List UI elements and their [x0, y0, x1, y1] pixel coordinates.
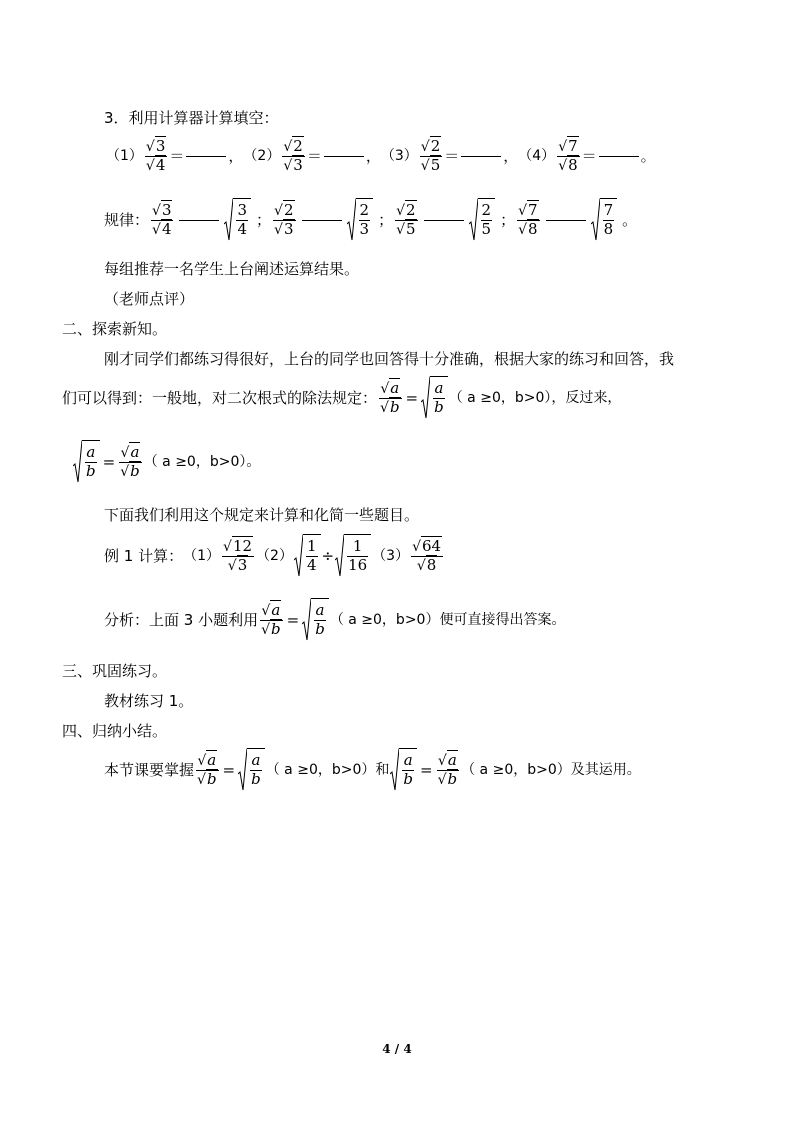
denominator [236, 221, 248, 239]
radicand: 3 [161, 200, 172, 219]
fraction [119, 444, 142, 481]
sqrt-term [120, 461, 141, 480]
equals-sign: ＝ [306, 146, 322, 165]
numerator-value: a [315, 601, 325, 620]
fraction [273, 202, 295, 239]
radicand: 8 [568, 155, 578, 174]
denominator-value: b [434, 398, 444, 416]
denominator [250, 771, 262, 789]
section-2-heading: 二、探索新知。 [62, 320, 168, 338]
denominator [282, 157, 304, 175]
summary-text: 本节课要掌握 [104, 760, 195, 779]
denominator-value: 4 [306, 556, 317, 574]
big-radical [238, 748, 265, 792]
fraction [481, 202, 493, 239]
radicand: 8 [528, 219, 538, 238]
rule-label: 规律： [104, 210, 150, 229]
numerator [411, 538, 443, 556]
radical-sign: √ [274, 202, 283, 219]
big-radical [294, 534, 321, 578]
fraction [359, 202, 371, 239]
radical-sign: √ [152, 202, 161, 219]
radical-sign: √ [223, 538, 232, 555]
paragraph-recommend: 每组推荐一名学生上台阐述运算结果。 [104, 260, 360, 278]
fraction [603, 202, 615, 239]
numerator [420, 138, 442, 156]
numerator [433, 380, 444, 398]
radical-sign: √ [380, 399, 389, 416]
radical-sign: √ [558, 157, 568, 174]
radicand: 5 [430, 155, 441, 174]
question-3-fill-line [106, 138, 656, 175]
numerator-value: a [434, 379, 444, 398]
sqrt-term [518, 219, 538, 238]
radical-sign: √ [283, 157, 293, 174]
rule-intro-text: 们可以得到：一般地，对二次根式的除法规定： [62, 388, 378, 407]
numerator-value: 1 [352, 537, 363, 556]
denominator-value: 4 [237, 220, 248, 238]
numerator-value: a [86, 443, 96, 462]
numerator-value: a [403, 751, 413, 770]
radicand [430, 376, 448, 420]
sqrt-term [412, 536, 442, 555]
example-1 [104, 534, 445, 578]
sqrt-term [437, 769, 459, 788]
radical-sign: √ [380, 380, 390, 397]
fraction [395, 202, 417, 239]
fraction [196, 752, 219, 789]
radical-sign: √ [145, 157, 155, 174]
radical-sign: √ [437, 752, 447, 769]
radical-sign [238, 748, 247, 792]
radicand [82, 440, 100, 484]
denominator [151, 221, 173, 239]
radical-sign [335, 534, 344, 578]
radical-sign: √ [420, 157, 430, 174]
denominator [145, 157, 167, 175]
sqrt-term [283, 155, 303, 174]
radicand [356, 198, 374, 242]
radicand: 3 [293, 155, 303, 174]
sqrt-term [227, 555, 248, 574]
numerator [85, 444, 96, 462]
radical-sign: √ [558, 139, 568, 155]
paragraph-teacher-comment: （老师点评） [104, 290, 195, 308]
sqrt-term [420, 155, 441, 174]
radicand: 12 [232, 536, 253, 555]
summary-text: （ a ≥0，b>0）和 [265, 762, 390, 778]
numerator [236, 202, 248, 220]
fraction [420, 138, 442, 175]
radicand: 64 [422, 536, 442, 555]
fraction [557, 138, 579, 175]
denominator [119, 463, 142, 481]
equals-sign: ＝ [169, 146, 185, 165]
fraction [282, 138, 304, 175]
analysis-text: 分析：上面 3 小题利用 [104, 610, 259, 629]
radical-sign [294, 534, 303, 578]
item-label: （1） [183, 548, 221, 564]
numerator [282, 138, 304, 156]
answer-blank [186, 155, 226, 157]
separator: ， [503, 146, 519, 165]
denominator [517, 221, 539, 239]
big-radical [335, 534, 371, 578]
fraction [433, 380, 445, 417]
sqrt-term [380, 397, 401, 416]
big-radical [421, 376, 448, 420]
numerator [151, 202, 173, 220]
sqrt-term [152, 200, 172, 219]
numerator [120, 444, 142, 462]
fraction [411, 538, 443, 575]
sqrt-term [274, 219, 294, 238]
denominator [395, 221, 417, 239]
separator: 。 [622, 210, 638, 229]
radical-sign [302, 598, 311, 642]
denominator [306, 557, 318, 575]
denominator [347, 557, 368, 575]
denominator [314, 621, 326, 639]
section-2-division-rule [62, 376, 621, 420]
numerator [145, 138, 167, 156]
radicand: 3 [155, 137, 166, 155]
answer-blank [324, 155, 364, 157]
numerator-value: 2 [359, 201, 370, 220]
denominator [416, 557, 438, 575]
denominator [359, 221, 371, 239]
sqrt-term [396, 200, 416, 219]
sqrt-term [261, 600, 281, 619]
numerator-value: 7 [603, 201, 614, 220]
radicand: b [447, 769, 458, 788]
sqrt-term [396, 219, 416, 238]
radical-sign: √ [145, 139, 155, 155]
radical-sign: √ [197, 771, 206, 788]
section-2-reverse-rule [72, 440, 260, 484]
sqrt-term [145, 155, 166, 174]
sqrt-term [274, 200, 294, 219]
sqrt-term [120, 442, 141, 461]
radical-sign: √ [120, 463, 130, 480]
section-3-heading: 三、巩固练习。 [62, 662, 168, 680]
item-label: （2） [256, 548, 293, 564]
radical-sign: √ [261, 602, 271, 619]
big-radical [224, 198, 251, 242]
numerator [273, 202, 295, 220]
separator: ； [378, 210, 394, 229]
radicand: a [207, 750, 217, 769]
radicand: 2 [293, 137, 303, 155]
section-3-line: 教材练习 1。 [104, 692, 194, 710]
numerator [557, 138, 579, 156]
big-radical [73, 440, 100, 484]
separator: ， [365, 146, 381, 165]
sqrt-term [518, 200, 538, 219]
radical-sign: √ [518, 202, 528, 219]
radical-sign: √ [227, 557, 237, 574]
radicand [399, 748, 417, 792]
radical-sign [224, 198, 233, 242]
sqrt-term [146, 139, 166, 155]
denominator-value: 5 [481, 220, 492, 238]
denominator-value: 16 [348, 556, 368, 574]
radical-sign: √ [396, 202, 405, 219]
equals-sign: = [102, 452, 116, 471]
equals-sign: = [405, 388, 419, 407]
big-radical [302, 598, 329, 642]
denominator [273, 221, 295, 239]
radical-sign: √ [420, 139, 430, 155]
radical-sign [73, 440, 82, 484]
question-3-title: 3．利用计算器计算填空： [104, 109, 279, 127]
radicand: 7 [528, 200, 538, 219]
fraction [236, 202, 248, 239]
numerator [315, 602, 326, 620]
fraction [314, 602, 326, 639]
radicand: 3 [283, 219, 294, 238]
radical-sign: √ [261, 621, 271, 638]
fraction [151, 202, 173, 239]
radicand: 2 [406, 200, 416, 219]
denominator [481, 221, 493, 239]
sqrt-term [197, 769, 218, 788]
item-label: （3） [380, 148, 418, 165]
numerator-value: 3 [237, 201, 248, 220]
big-radical [469, 198, 496, 242]
denominator [227, 557, 249, 575]
separator: ， [228, 146, 244, 165]
radicand: 7 [568, 137, 578, 155]
numerator-value: a [251, 751, 261, 770]
item-label: （3） [372, 548, 410, 564]
comparison-blank [546, 219, 586, 221]
radical-sign [591, 198, 600, 242]
condition-text: （ a ≥0，b>0）。 [143, 454, 261, 470]
radicand: a [130, 442, 140, 461]
numerator-value: 2 [481, 201, 492, 220]
sqrt-term [437, 750, 458, 769]
numerator [222, 538, 254, 556]
fraction [306, 538, 318, 575]
radicand: b [389, 397, 400, 416]
sqrt-term [558, 139, 578, 155]
radical-sign: √ [518, 221, 528, 238]
separator: ； [256, 210, 272, 229]
radicand: 4 [155, 155, 166, 174]
equals-sign: ＝ [581, 146, 597, 165]
rule-line [104, 198, 637, 242]
radicand: b [130, 461, 140, 480]
denominator [260, 621, 283, 639]
radicand [233, 198, 251, 242]
equals-sign: = [222, 760, 236, 779]
radicand [303, 534, 321, 578]
numerator [403, 752, 414, 770]
sqrt-term [380, 378, 400, 397]
radicand: 2 [283, 200, 294, 219]
division-sign: ÷ [321, 546, 335, 565]
analysis-text: （ a ≥0，b>0）便可直接得出答案。 [329, 612, 566, 628]
fraction [145, 138, 167, 175]
sqrt-term [197, 750, 217, 769]
radical-sign [421, 376, 430, 420]
sqrt-term [223, 536, 253, 555]
radicand: 4 [161, 219, 172, 238]
numerator [481, 202, 493, 220]
fraction [402, 752, 414, 789]
radicand: a [447, 750, 457, 769]
comparison-blank [179, 219, 219, 221]
radical-sign: √ [437, 771, 447, 788]
equals-sign: = [420, 760, 433, 779]
denominator [603, 221, 615, 239]
radicand: 2 [430, 137, 441, 155]
answer-blank [461, 155, 501, 157]
radicand: 5 [406, 219, 416, 238]
denominator-value: 8 [603, 220, 614, 238]
answer-blank [599, 155, 639, 157]
sqrt-term [261, 619, 282, 638]
section-2-line-1: 刚才同学们都练习得很好，上台的同学也回答得十分准确，根据大家的练习和回答，我 [104, 350, 675, 368]
radical-sign [469, 198, 478, 242]
sqrt-term [558, 155, 578, 174]
denominator [420, 157, 442, 175]
equals-sign: = [286, 610, 300, 629]
summary-text: （ a ≥0，b>0）及其运用。 [461, 762, 641, 778]
denominator [196, 771, 219, 789]
radical-sign: √ [274, 221, 283, 238]
section-4-heading: 四、归纳小结。 [62, 722, 168, 740]
radicand: a [271, 600, 281, 619]
radical-sign [347, 198, 356, 242]
numerator [395, 202, 417, 220]
fraction [347, 538, 368, 575]
radicand [311, 598, 329, 642]
denominator [557, 157, 579, 175]
separator: 。 [640, 146, 656, 165]
radical-sign [390, 748, 399, 792]
fraction [437, 752, 460, 789]
numerator [352, 538, 364, 556]
fraction [85, 444, 97, 481]
numerator [306, 538, 318, 556]
fraction [260, 602, 283, 639]
radicand: b [206, 769, 217, 788]
denominator [379, 399, 402, 417]
radicand: a [390, 378, 400, 397]
item-label: （1） [106, 148, 143, 165]
comparison-blank [302, 219, 342, 221]
big-radical [347, 198, 374, 242]
radical-sign: √ [120, 444, 130, 461]
numerator [359, 202, 371, 220]
denominator-value: b [315, 620, 325, 638]
sqrt-term [416, 555, 437, 574]
numerator [603, 202, 615, 220]
sqrt-term [421, 139, 441, 155]
fraction [222, 538, 254, 575]
numerator [260, 602, 282, 620]
condition-text: （ a ≥0，b>0），反过来， [448, 390, 622, 406]
fraction [250, 752, 262, 789]
numerator-value: 1 [306, 537, 317, 556]
item-label: （4） [518, 148, 556, 165]
radicand [247, 748, 265, 792]
denominator [85, 463, 97, 481]
section-2-line-4: 下面我们利用这个规定来计算和化简一些题目。 [104, 506, 420, 524]
radical-sign: √ [152, 221, 161, 238]
summary [104, 748, 641, 792]
example-label: 例 1 计算： [104, 546, 184, 565]
sqrt-term [283, 139, 303, 155]
radical-sign: √ [396, 221, 405, 238]
item-label: （2） [243, 148, 281, 165]
denominator-value: b [403, 770, 413, 788]
radicand: b [271, 619, 281, 638]
fraction [517, 202, 539, 239]
denominator [433, 399, 445, 417]
radical-sign: √ [412, 538, 422, 555]
numerator [437, 752, 459, 770]
radical-sign: √ [416, 557, 426, 574]
numerator [517, 202, 539, 220]
radicand [600, 198, 618, 242]
separator: ； [500, 210, 516, 229]
denominator-value: 3 [359, 220, 370, 238]
radical-sign: √ [283, 139, 293, 155]
radical-sign: √ [197, 752, 207, 769]
numerator [250, 752, 261, 770]
big-radical [390, 748, 417, 792]
denominator-value: b [251, 770, 261, 788]
denominator [402, 771, 414, 789]
numerator [379, 380, 401, 398]
analysis [104, 598, 565, 642]
equals-sign: ＝ [444, 146, 460, 165]
fraction [379, 380, 402, 417]
denominator-value: b [86, 462, 96, 480]
sqrt-term [152, 219, 172, 238]
page-number: 4 / 4 [382, 1042, 412, 1056]
denominator [437, 771, 460, 789]
big-radical [591, 198, 618, 242]
radicand: 8 [426, 555, 437, 574]
numerator [196, 752, 218, 770]
comparison-blank [424, 219, 464, 221]
radicand [478, 198, 496, 242]
radicand: 3 [237, 555, 248, 574]
radicand [344, 534, 371, 578]
